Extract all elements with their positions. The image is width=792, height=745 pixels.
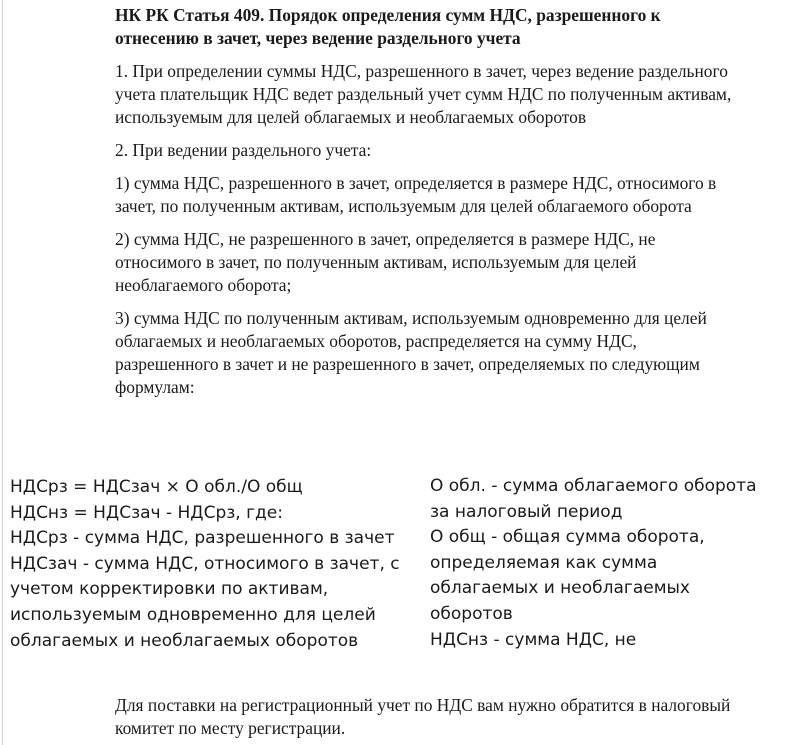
page-edge-rule [2, 0, 3, 745]
definition-line: облагаемых и необлагаемых [430, 578, 690, 599]
formula-line: облагаемых и необлагаемых оборотов [10, 630, 359, 651]
definition-line: определяемая как сумма [430, 552, 658, 573]
paragraph-2-1: 1) сумма НДС, разрешенного в зачет, определяется в размере НДС, относимого в зачет, по полученным активам, используемым для целей облагаемого оборота [115, 173, 717, 216]
formula-line: НДСрз = НДСзач × О обл./О общ [10, 477, 303, 497]
definition-line: оборотов [430, 603, 513, 624]
definition-line: за налоговый период [430, 501, 623, 522]
paragraph-2: 2. При ведении раздельного учета: [115, 140, 372, 160]
formula-line: НДСнз = НДСзач - НДСрз, где: [10, 502, 283, 523]
article-title: НК РК Статья 409. Порядок определения сумм НДС, разрешенного к отнесению в зачет, через ведение раздельного учета [115, 5, 661, 48]
registration-note: Для поставки на регистрационный учет по НДС вам нужно обратится в налоговый комитет по месту регистрации. [115, 695, 731, 738]
formula-line: учетом корректировки по активам, [10, 579, 329, 600]
formula-line: используемым одновременно для целей [10, 604, 376, 625]
formula-definitions-left [10, 475, 405, 654]
definition-line: О общ - общая сумма оборота, [430, 527, 705, 548]
formula-line: НДСзач - сумма НДС, относимого в зачет, с [10, 553, 400, 574]
formula-line: НДСрз - сумма НДС, разрешенного в зачет [10, 528, 395, 549]
paragraph-2-3: 3) сумма НДС по полученным активам, используемым одновременно для целей облагаемых и необлагаемых оборотов, распределяется на сумму НДС, разрешенного в зачет и не разрешенного в зачет, определяемых по следующим формулам: [115, 308, 707, 397]
definition-line: НДСнз - сумма НДС, не [430, 629, 637, 650]
definition-line: О обл. - сумма облагаемого оборота [430, 476, 757, 496]
paragraph-1: 1. При определении суммы НДС, разрешенного в зачет, через ведение раздельного учета плательщик НДС ведет раздельный учет сумм НДС по полученным активам, используемым для целей облагаемых и необлагаемых оборотов [115, 61, 732, 127]
article-section [115, 4, 735, 409]
paragraph-2-2: 2) сумма НДС, не разрешенного в зачет, определяется в размере НДС, не относимого в зачет, по полученным активам, используемым для целей необлагаемого оборота; [115, 229, 656, 295]
formula-definitions-right [430, 474, 780, 653]
